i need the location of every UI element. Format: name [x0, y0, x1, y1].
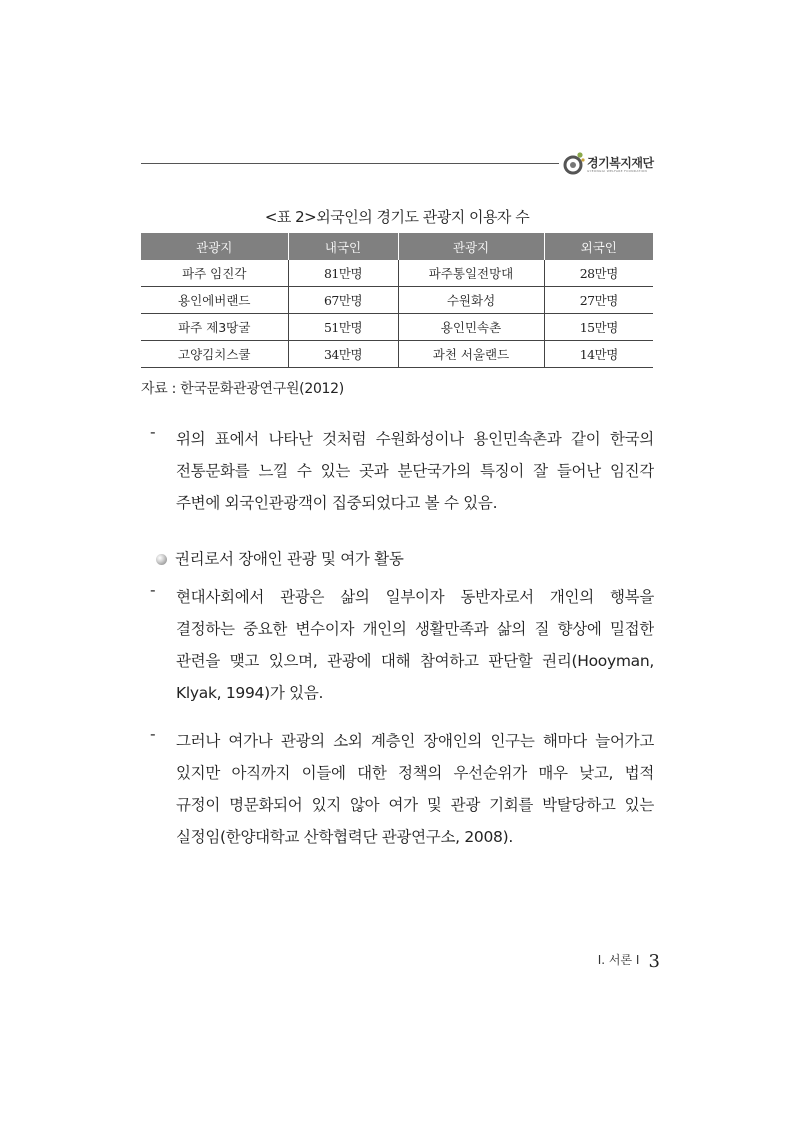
table-cell: 34만명: [288, 341, 398, 368]
table-row: [141, 341, 653, 368]
paragraph-line: 실정임(한양대학교 산학협력단 관광연구소, 2008).: [176, 828, 513, 846]
table-cell: 14만명: [544, 341, 653, 368]
paragraph-line: 위의 표에서 나타난 것처럼 수원화성이나 용인민속촌과 같이 한국의: [176, 430, 654, 448]
paragraph-tourism-rights: [150, 581, 654, 709]
table-cell: 파주 임진각: [141, 260, 288, 287]
table-cell: 용인민속촌: [398, 314, 544, 341]
table-title: <표 2>외국인의 경기도 관광지 이용자 수: [264, 208, 530, 226]
paragraph-line: 전통문화를 느낄 수 있는 곳과 분단국가의 특징이 잘 들어난 임진각: [176, 462, 654, 480]
paragraph-line: 그러나 여가나 관광의 소외 계층인 장애인의 인구는 해마다 늘어가고: [176, 732, 654, 750]
chapter-label: Ⅰ. 서론 Ⅰ: [597, 953, 640, 967]
table-cell: 고양김치스쿨: [141, 341, 288, 368]
section-heading: [156, 547, 404, 569]
table-source: 자료 : 한국문화관광연구원(2012): [141, 381, 344, 397]
dash-marker: -: [150, 423, 156, 441]
paragraph-line: 결정하는 중요한 변수이자 개인의 생활만족과 삶의 질 향상에 밀접한: [176, 620, 654, 638]
foundation-logo-icon: [563, 151, 585, 175]
tourist-site-table: [141, 233, 653, 368]
dash-marker: -: [150, 581, 156, 599]
table-cell: 파주 제3땅굴: [141, 314, 288, 341]
table-row: [141, 314, 653, 341]
column-header: 외국인: [544, 233, 653, 260]
paragraph-line: Klyak, 1994)가 있음.: [176, 684, 324, 702]
table-cell: 용인에버랜드: [141, 287, 288, 314]
table-cell: 15만명: [544, 314, 653, 341]
org-name: 경기복지재단: [587, 156, 654, 170]
table-header-row: [141, 233, 653, 260]
bullet-icon: [156, 554, 167, 565]
dash-marker: -: [150, 725, 156, 743]
column-header: 관광지: [398, 233, 544, 260]
column-header: 관광지: [141, 233, 288, 260]
foundation-logo: [563, 151, 663, 181]
table-cell: 과천 서울랜드: [398, 341, 544, 368]
table-cell: 51만명: [288, 314, 398, 341]
table-cell: 67만명: [288, 287, 398, 314]
paragraph-line: 주변에 외국인관광객이 집중되었다고 볼 수 있음.: [176, 494, 498, 512]
table-row: [141, 287, 653, 314]
table-cell: 수원화성: [398, 287, 544, 314]
table-cell: 파주통일전망대: [398, 260, 544, 287]
paragraph-table-interpretation: [150, 423, 654, 519]
section-title: 권리로서 장애인 관광 및 여가 활동: [175, 550, 404, 568]
page-number: 3: [648, 951, 660, 972]
header-rule: [141, 163, 559, 164]
org-subtitle: GYEONGGI WELFARE FOUNDATION: [587, 169, 647, 173]
table-cell: 27만명: [544, 287, 653, 314]
paragraph-line: 규정이 명문화되어 있지 않아 여가 및 관광 기회를 박탈당하고 있는: [176, 796, 654, 814]
paragraph-line: 현대사회에서 관광은 삶의 일부이자 동반자로서 개인의 행복을: [176, 588, 654, 606]
table-row: [141, 260, 653, 287]
table-cell: 81만명: [288, 260, 398, 287]
column-header: 내국인: [288, 233, 398, 260]
paragraph-line: 있지만 아직까지 이들에 대한 정책의 우선순위가 매우 낮고, 법적: [176, 764, 654, 782]
page-footer: [560, 951, 660, 972]
paragraph-disabled-leisure: [150, 725, 654, 853]
paragraph-line: 관련을 맺고 있으며, 관광에 대해 참여하고 판단할 권리(Hooyman,: [176, 652, 654, 670]
table-cell: 28만명: [544, 260, 653, 287]
